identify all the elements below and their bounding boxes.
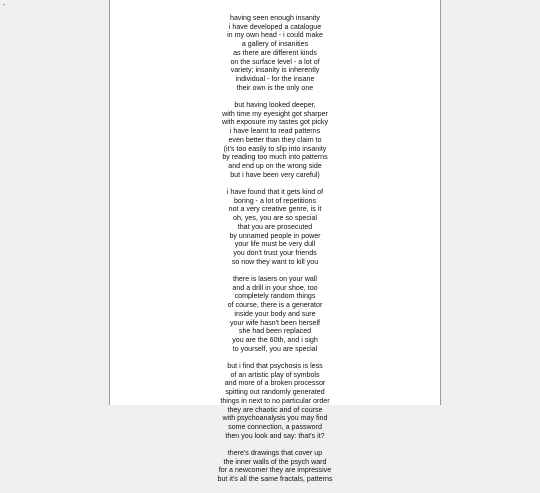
- poem-line: for a newcomer they are impressive: [218, 466, 332, 475]
- poem-line: by unnamed people in power: [229, 231, 321, 240]
- poem-line: you are the 60th, and i sigh: [232, 335, 318, 344]
- poem-line: but it's all the same fractals, patterns: [217, 475, 333, 484]
- poem-line: completely random things: [234, 292, 316, 301]
- poem-line: there's drawings that cover up: [227, 449, 323, 458]
- poem-line: your life must be very dull: [234, 240, 316, 249]
- poem-line: oh, yes, you are so special: [233, 214, 317, 223]
- poem-line: inside your body and sure: [234, 309, 316, 318]
- poem-line: but i find that psychosis is less: [227, 362, 323, 371]
- poem-line: boring - a lot of repetitions: [233, 196, 317, 205]
- poem-line: on the surface level - a lot of: [230, 57, 320, 66]
- poem-line: so now they want to kill you: [231, 257, 319, 266]
- poem-line: but i have been very careful): [230, 170, 320, 179]
- poem-line: their own is the only one: [236, 83, 314, 92]
- stanza: [110, 14, 440, 92]
- poem-line: i have developed a catalogue: [228, 22, 322, 31]
- poem-line: in my own head - i could make: [227, 31, 323, 40]
- stanza: [110, 275, 440, 353]
- poem-line: and a drill in your shoe, too: [232, 283, 318, 292]
- poem-line: that you are prosecuted: [237, 222, 313, 231]
- poem-line: there is lasers on your wall: [233, 275, 317, 284]
- poem-line: i have learnt to read patterns: [229, 127, 321, 136]
- poem-line: the inner walls of the psych ward: [223, 457, 327, 466]
- poem-line: then you look and say: that's it?: [225, 431, 325, 440]
- stanza: [110, 449, 440, 484]
- poem-line: having seen enough insanity: [230, 14, 320, 22]
- corner-mark: -: [3, 2, 6, 9]
- poem-line: things in next to no particular order: [220, 396, 330, 405]
- poem-line: i have found that it gets kind of: [226, 188, 324, 197]
- poem-line: some connection, a password: [228, 422, 322, 431]
- poem-line: of an artistic play of symbols: [230, 370, 320, 379]
- poem-line: but having looked deeper,: [234, 101, 316, 110]
- poem-line: by reading too much into patterns: [222, 153, 328, 162]
- poem-line: variety; insanity is inherently: [230, 66, 320, 75]
- poem-line: not a very creative genre, is it: [228, 205, 322, 214]
- stanza: [110, 188, 440, 266]
- poem-line: you don't trust your friends: [233, 248, 317, 257]
- poem-text: [110, 14, 440, 493]
- poem-line: and more of a broken processor: [224, 379, 326, 388]
- document-page: [109, 0, 441, 484]
- poem-line: even better than they claim to: [228, 135, 322, 144]
- poem-line: your wife hasn't been herself: [229, 318, 321, 327]
- stanza: [110, 101, 440, 179]
- poem-line: individual - for the insane: [235, 74, 315, 83]
- poem-line: (it's too easily to slip into insanity: [223, 144, 327, 153]
- poem-line: they are chaotic and of course: [227, 405, 323, 414]
- poem-line: and end up on the wrong side: [228, 161, 322, 170]
- poem-line: spitting out randomly generated: [225, 388, 325, 397]
- poem-line: with time my eyesight got sharper: [222, 109, 328, 118]
- poem-line: with exposure my tastes got picky: [221, 118, 329, 127]
- poem-line: as there are different kinds: [233, 48, 317, 57]
- poem-line: she had been replaced: [238, 327, 312, 336]
- poem-line: to yourself, you are special: [232, 344, 318, 353]
- stanza: [110, 362, 440, 440]
- poem-line: a gallery of insanities: [241, 40, 309, 49]
- poem-line: of course, there is a generator: [227, 301, 323, 310]
- poem-line: with psychoanalysis you may find: [222, 414, 328, 423]
